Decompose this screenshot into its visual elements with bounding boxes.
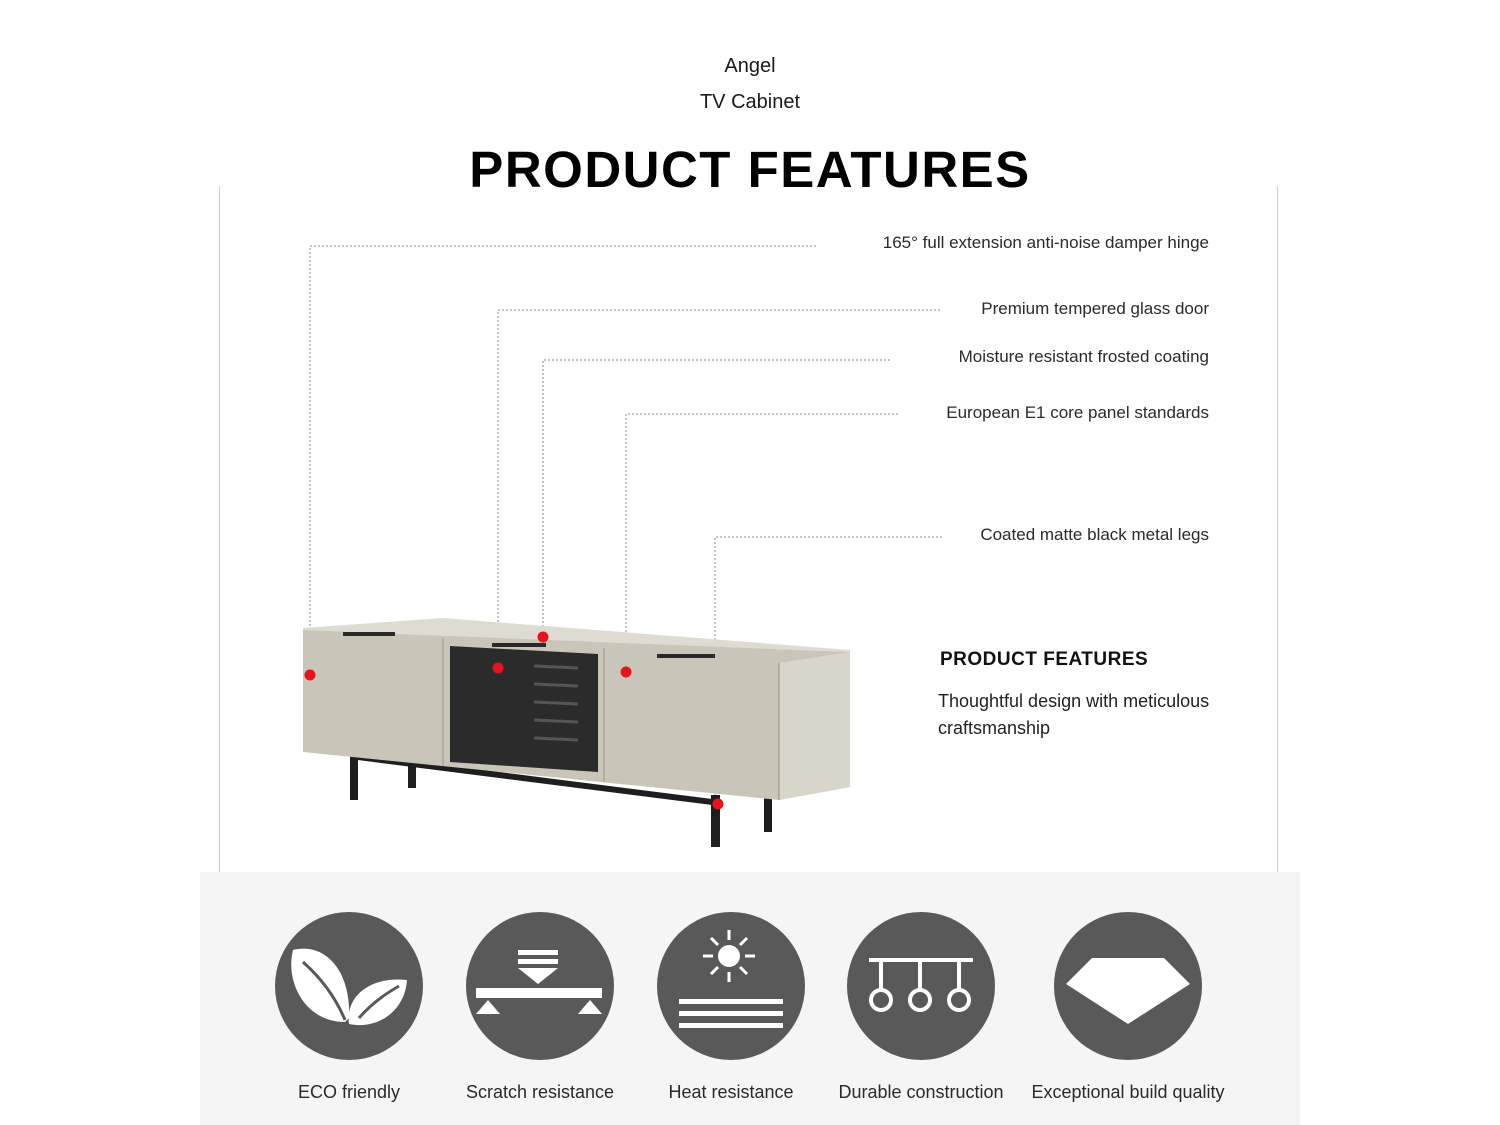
callout-hinge: 165° full extension anti-noise damper hinge bbox=[882, 233, 1209, 252]
leader-line-glass bbox=[498, 310, 940, 668]
feature-label: Exceptional build quality bbox=[1031, 1082, 1225, 1102]
feature-scratch-resistance bbox=[445, 912, 635, 1102]
marker-panel bbox=[621, 667, 632, 678]
side-panel-text: Thoughtful design with meticulous craftsmanship bbox=[938, 691, 1210, 738]
marker-glass bbox=[493, 663, 504, 674]
leaves-icon bbox=[275, 912, 423, 1060]
side-panel-title: PRODUCT FEATURES bbox=[940, 649, 1149, 670]
diamond-icon bbox=[1054, 912, 1202, 1060]
callout-legs: Coated matte black metal legs bbox=[980, 525, 1209, 544]
leader-line-coating bbox=[543, 360, 890, 637]
hooks-icon bbox=[847, 912, 995, 1060]
cabinet-body bbox=[303, 618, 850, 800]
feature-label: Scratch resistance bbox=[465, 1082, 615, 1102]
callout-coating: Moisture resistant frosted coating bbox=[958, 347, 1209, 366]
leader-line-panel bbox=[626, 414, 898, 672]
pressure-icon bbox=[466, 912, 614, 1060]
product-name: TV Cabinet bbox=[699, 91, 801, 113]
feature-durable-construction bbox=[826, 912, 1016, 1102]
marker-coating bbox=[538, 632, 549, 643]
page-title: PRODUCT FEATURES bbox=[469, 141, 1031, 198]
marker-legs bbox=[713, 799, 724, 810]
callout-panel: European E1 core panel standards bbox=[946, 403, 1209, 422]
feature-eco-friendly bbox=[254, 912, 444, 1102]
feature-exceptional-build-quality bbox=[1031, 912, 1225, 1102]
feature-heat-resistance bbox=[636, 912, 826, 1102]
feature-label: ECO friendly bbox=[297, 1082, 401, 1102]
callout-glass-door: Premium tempered glass door bbox=[981, 299, 1209, 318]
brand-name: Angel bbox=[724, 55, 776, 77]
sun-heat-icon bbox=[657, 912, 805, 1060]
feature-label: Durable construction bbox=[838, 1082, 1004, 1102]
feature-label: Heat resistance bbox=[668, 1082, 794, 1102]
marker-hinge bbox=[305, 670, 316, 681]
